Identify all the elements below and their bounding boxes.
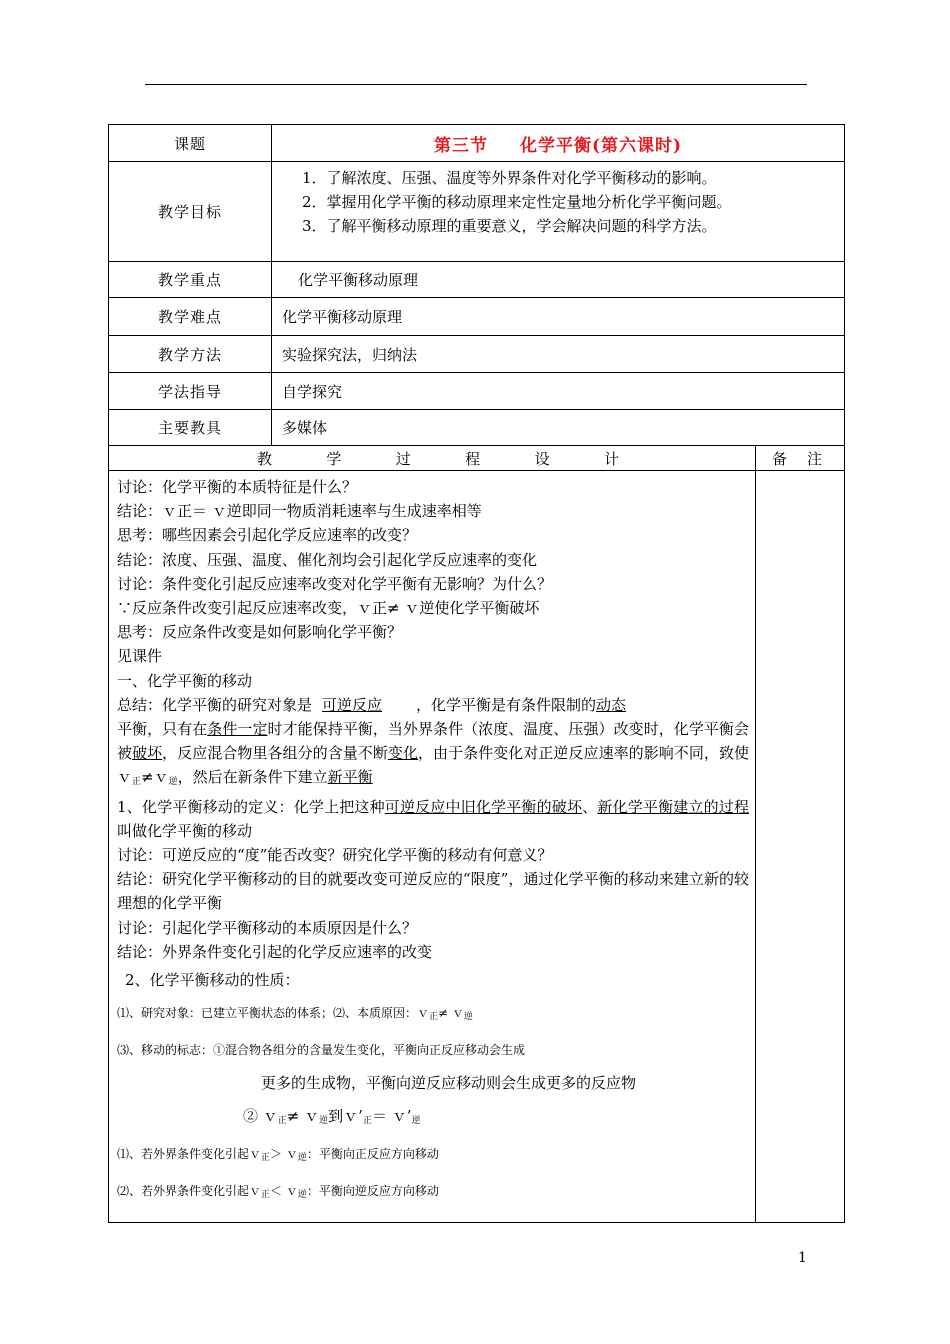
blank-answer: 破坏 xyxy=(132,744,163,763)
lesson-title xyxy=(272,125,845,162)
conclusion-line: 结论：浓度、压强、温度、催化剂均会引起化学反应速率的变化 xyxy=(117,550,538,569)
process-char-6: 计 xyxy=(603,449,619,468)
study-guide-value: 自学探究 xyxy=(272,373,845,410)
teaching-tools-value: 多媒体 xyxy=(272,410,845,446)
method-value: 实验探究法，归纳法 xyxy=(272,336,845,373)
row-goals xyxy=(109,162,845,262)
property-line-3: 更多的生成物，平衡向逆反应移动则会生成更多的反应物 xyxy=(261,1074,637,1093)
row-title xyxy=(109,125,845,162)
blank-answer: 条件一定 xyxy=(207,720,268,739)
discussion-line: 讨论：化学平衡的本质特征是什么？ xyxy=(117,478,358,496)
see-courseware-line: 见课件 xyxy=(117,647,163,666)
row-difficulty xyxy=(109,298,845,336)
conclusion-paragraph: 结论：研究化学平衡移动的目的就要改变可逆反应的“限度”，通过化学平衡的移动来建立新的较理想的化学平衡 xyxy=(117,870,749,913)
goal-item-1: 1．了解浓度、压强、温度等外界条件对化学平衡移动的影响。 xyxy=(302,169,717,187)
study-guide-label: 学法指导 xyxy=(109,373,272,410)
process-char-2: 学 xyxy=(326,449,342,468)
process-char-4: 程 xyxy=(465,449,481,468)
blank-answer: 新化学平衡建立的过程 xyxy=(597,797,749,816)
difficulty-value: 化学平衡移动原理 xyxy=(272,298,845,336)
summary-paragraph: 总结：化学平衡的研究对象是 可逆反应 ，化学平衡是有条件限制的动态 平衡，只有在条件一定时才能保持平衡，当外界条件（浓度、温度、压强）改变时，化学平衡会被破坏，反应混合物里各组分的含量不断变化，由于条件变化对正逆反应速率的影响不同，致使ｖ$_正$≠ｖ$_逆$，然后在新条件下建立新平衡 xyxy=(117,695,749,788)
row-process-body xyxy=(109,471,845,1223)
page-number: 1 xyxy=(798,1250,807,1266)
property-line-1: ⑴、研究对象：已建立平衡状态的体系；⑵、本质原因：ｖ$_正$≠ ｖ$_逆$ xyxy=(117,1006,473,1023)
teaching-tools-label: 主要教具 xyxy=(109,410,272,446)
property-line-5: ⑴、若外界条件变化引起ｖ$_正$＞ ｖ$_逆$：平衡向正反应方向移动 xyxy=(117,1147,439,1164)
blank-answer: 新平衡 xyxy=(327,768,373,787)
lesson-title-topic: 化学平衡(第六课时) xyxy=(519,135,683,156)
notes-header: 备注 xyxy=(756,446,845,471)
row-key-point xyxy=(109,262,845,298)
discussion-line: 讨论：条件变化引起反应速率改变对化学平衡有无影响？为什么？ xyxy=(117,574,553,593)
property-line-6: ⑵、若外界条件变化引起ｖ$_正$＜ ｖ$_逆$：平衡向逆反应方向移动 xyxy=(117,1184,439,1201)
title-label: 课题 xyxy=(109,125,272,162)
property-line-2: ⑶、移动的标志：①混合物各组分的含量发生变化，平衡向正反应移动会生成 xyxy=(117,1043,526,1058)
blank-answer: 可逆反应 xyxy=(322,695,383,714)
discussion-line: 讨论：可逆反应的“度”能否改变？研究化学平衡的移动有何意义？ xyxy=(117,846,553,865)
goals-label: 教学目标 xyxy=(109,162,272,262)
conclusion-line: 结论：外界条件变化引起的化学反应速率的改变 xyxy=(117,942,433,961)
process-content xyxy=(109,471,756,1223)
row-study-guide xyxy=(109,373,845,410)
lesson-title-section: 第三节 xyxy=(433,135,488,156)
row-teaching-tools xyxy=(109,410,845,446)
section-heading: 一、化学平衡的移动 xyxy=(117,671,253,690)
reason-line: ∵反应条件改变引起反应速率改变，ｖ正≠ ｖ逆使化学平衡破坏 xyxy=(117,599,540,618)
method-label: 教学方法 xyxy=(109,336,272,373)
goal-item-3: 3．了解平衡移动原理的重要意义，学会解决问题的科学方法。 xyxy=(302,217,717,235)
process-char-3: 过 xyxy=(395,449,411,468)
header-rule xyxy=(145,84,807,85)
blank-answer: 可逆反应中旧化学平衡的破坏 xyxy=(384,797,583,816)
thinking-line: 思考：哪些因素会引起化学反应速率的改变？ xyxy=(117,526,418,545)
definition-paragraph: 1、化学平衡移动的定义：化学上把这种可逆反应中旧化学平衡的破坏、新化学平衡建立的过程叫做化学平衡的移动 xyxy=(117,797,749,840)
property-heading: 2、化学平衡移动的性质： xyxy=(125,971,300,990)
row-process-header xyxy=(109,446,845,471)
key-point-label: 教学重点 xyxy=(109,262,272,298)
discussion-line: 讨论：引起化学平衡移动的本质原因是什么？ xyxy=(117,918,418,937)
key-point-value: 化学平衡移动原理 xyxy=(272,262,845,298)
property-line-4: ② ｖ$_正$≠ ｖ$_逆$到$v’_正=$ $v’_逆$ xyxy=(243,1107,421,1127)
thinking-line: 思考：反应条件改变是如何影响化学平衡？ xyxy=(117,623,403,642)
process-char-1: 教 xyxy=(257,449,273,468)
conclusion-line: 结论：ｖ正＝ ｖ逆即同一物质消耗速率与生成速率相等 xyxy=(117,502,482,521)
goal-item-2: 2．掌握用化学平衡的移动原理来定性定量地分析化学平衡问题。 xyxy=(302,193,732,211)
goals-list xyxy=(272,162,845,262)
row-method xyxy=(109,336,845,373)
process-design-header xyxy=(109,446,756,471)
difficulty-label: 教学难点 xyxy=(109,298,272,336)
lesson-plan-table xyxy=(108,124,845,1223)
blank-answer: 动态 xyxy=(596,695,627,714)
notes-column xyxy=(756,471,845,1223)
blank-answer: 变化 xyxy=(387,744,418,763)
process-char-5: 设 xyxy=(534,449,550,468)
